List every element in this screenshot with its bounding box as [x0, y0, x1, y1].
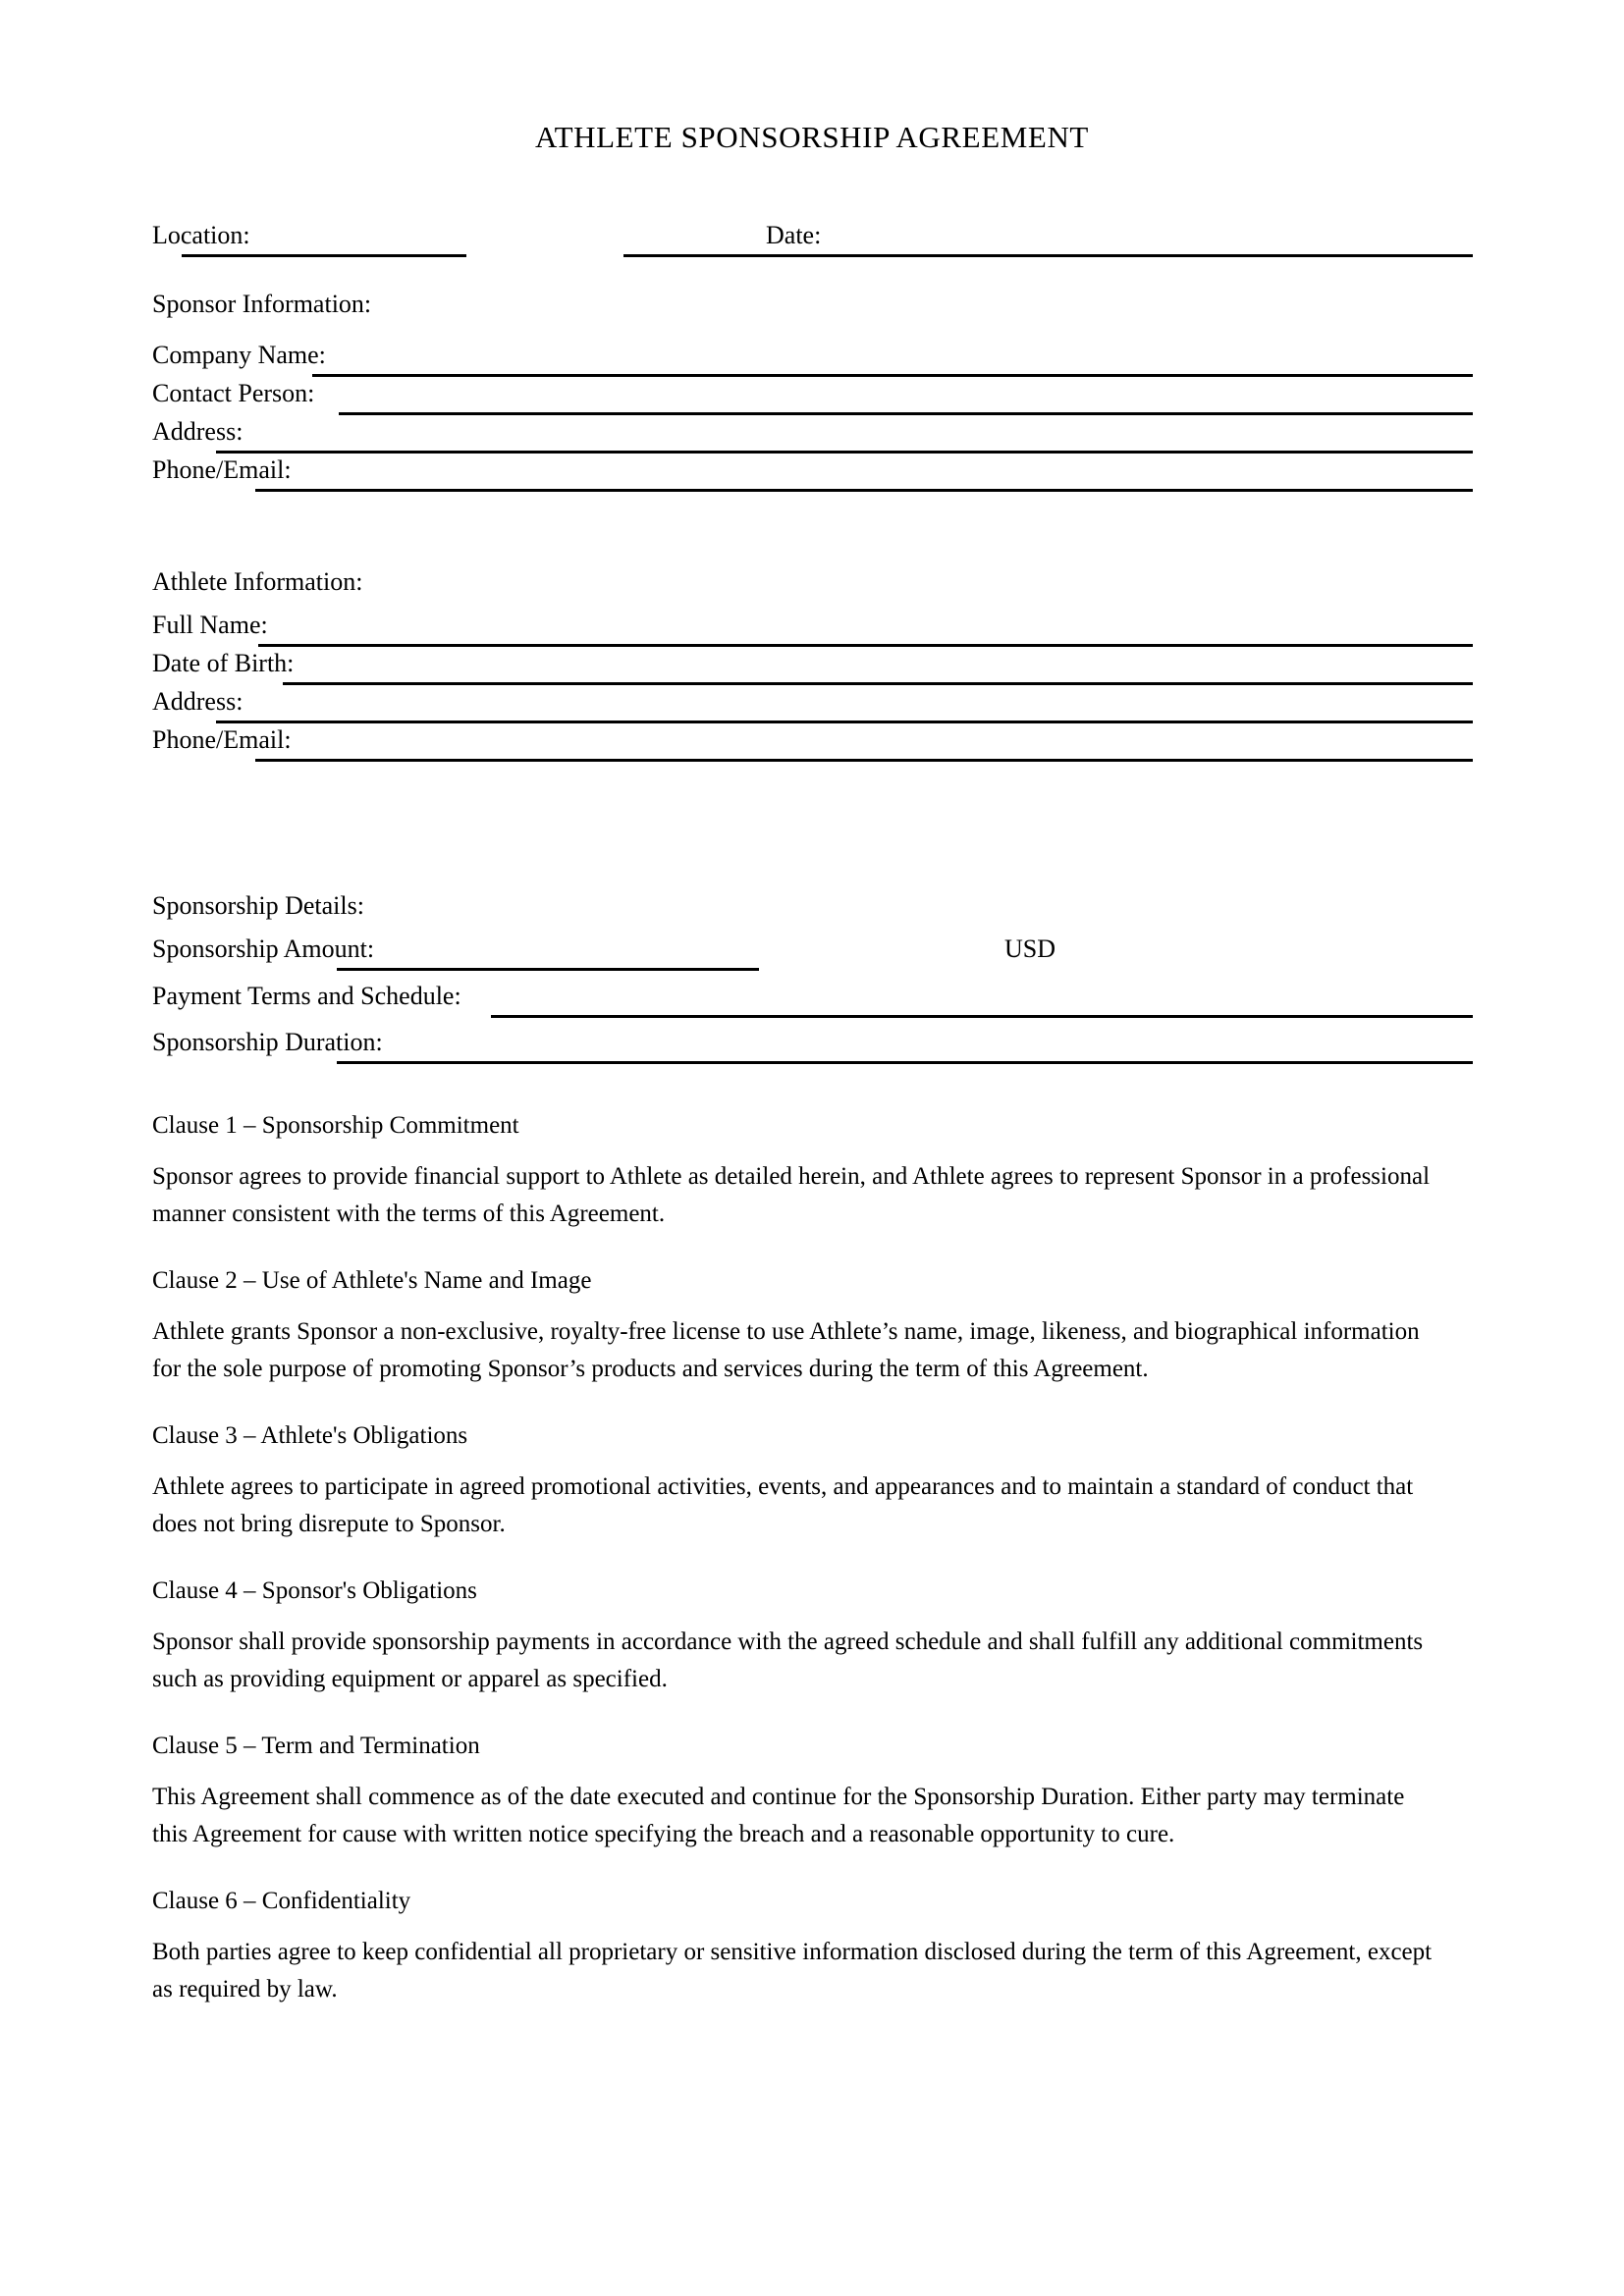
clause-1 — [152, 1109, 1438, 1233]
sponsor-phone-email-input[interactable] — [255, 489, 1473, 492]
page-title: ATHLETE SPONSORSHIP AGREEMENT — [535, 120, 1089, 154]
clause-1-body: Sponsor agrees to provide financial support to Athlete as detailed herein, and Athlete agrees to represent Sponsor in a professional manner consistent with the terms of this Agreement. — [152, 1163, 1431, 1227]
sponsorship-duration-row — [152, 1028, 1473, 1057]
location-label: Location: — [152, 221, 250, 249]
payment-terms-row — [152, 982, 1473, 1011]
sponsor-phone-email-row — [152, 455, 1473, 485]
clause-1-title: Clause 1 – Sponsorship Commitment — [152, 1112, 519, 1139]
date-of-birth-input[interactable] — [283, 682, 1473, 685]
athlete-address-row — [152, 687, 1473, 717]
contact-person-label: Contact Person: — [152, 379, 315, 407]
clause-4-title: Clause 4 – Sponsor's Obligations — [152, 1577, 477, 1604]
clause-2-title: Clause 2 – Use of Athlete's Name and Image — [152, 1267, 592, 1294]
payment-terms-input[interactable] — [491, 1015, 1473, 1018]
sponsorship-duration-input[interactable] — [337, 1061, 1473, 1064]
clause-6-body: Both parties agree to keep confidential all proprietary or sensitive information disclosed during the term of this Agreement, except as required by law. — [152, 1939, 1433, 2002]
currency-label: USD — [1004, 934, 1056, 963]
clause-2-body: Athlete grants Sponsor a non-exclusive, royalty-free license to use Athlete’s name, image, likeness, and biographical information for the sole purpose of promoting Sponsor’s products and services during the term of this Agreement. — [152, 1318, 1420, 1382]
clause-4-body: Sponsor shall provide sponsorship payments in accordance with the agreed schedule and shall fulfill any additional commitments such as providing equipment or apparel as specified. — [152, 1629, 1424, 1692]
sponsor-information-heading: Sponsor Information: — [152, 290, 372, 318]
full-name-label: Full Name: — [152, 611, 268, 639]
sponsorship-amount-input[interactable] — [337, 968, 759, 971]
sponsor-address-label: Address: — [152, 417, 244, 446]
athlete-information-heading: Athlete Information: — [152, 567, 363, 596]
location-input[interactable] — [182, 254, 466, 257]
sponsor-company-name-row — [152, 341, 1473, 370]
sponsorship-details-heading: Sponsorship Details: — [152, 891, 364, 920]
sponsor-contact-person-row — [152, 379, 1473, 408]
full-name-input[interactable] — [258, 644, 1473, 647]
payment-terms-label: Payment Terms and Schedule: — [152, 982, 461, 1010]
athlete-address-input[interactable] — [216, 721, 1473, 723]
date-input[interactable] — [623, 254, 1473, 257]
sponsor-address-row — [152, 417, 1473, 447]
athlete-phone-email-input[interactable] — [255, 759, 1473, 762]
company-name-label: Company Name: — [152, 341, 326, 369]
athlete-date-of-birth-row — [152, 649, 1473, 678]
clause-5-body: This Agreement shall commence as of the date executed and continue for the Sponsorship Duration. Either party may terminate this Agreement for cause with written notice specifying the breach and a reasonable opportunity to cure. — [152, 1784, 1405, 1847]
clause-3-title: Clause 3 – Athlete's Obligations — [152, 1422, 468, 1449]
clause-4 — [152, 1575, 1438, 1698]
clause-3 — [152, 1419, 1438, 1543]
sponsorship-amount-row — [152, 934, 1473, 964]
sponsorship-duration-label: Sponsorship Duration: — [152, 1028, 383, 1056]
sponsorship-amount-label: Sponsorship Amount: — [152, 934, 375, 963]
clause-5 — [152, 1730, 1438, 1853]
sponsor-address-input[interactable] — [216, 451, 1473, 454]
clause-2 — [152, 1264, 1438, 1388]
clause-6 — [152, 1885, 1438, 2008]
athlete-full-name-row — [152, 611, 1473, 640]
clause-5-title: Clause 5 – Term and Termination — [152, 1733, 480, 1759]
location-date-row — [152, 221, 1473, 250]
athlete-address-label: Address: — [152, 687, 244, 716]
athlete-phone-email-label: Phone/Email: — [152, 725, 292, 754]
sponsor-phone-email-label: Phone/Email: — [152, 455, 292, 484]
clause-3-body: Athlete agrees to participate in agreed promotional activities, events, and appearances and to maintain a standard of conduct that does not bring disrepute to Sponsor. — [152, 1473, 1414, 1537]
date-of-birth-label: Date of Birth: — [152, 649, 295, 677]
company-name-input[interactable] — [312, 374, 1473, 377]
contact-person-input[interactable] — [339, 412, 1473, 415]
clause-6-title: Clause 6 – Confidentiality — [152, 1888, 411, 1914]
athlete-phone-email-row — [152, 725, 1473, 755]
date-label: Date: — [766, 221, 822, 249]
